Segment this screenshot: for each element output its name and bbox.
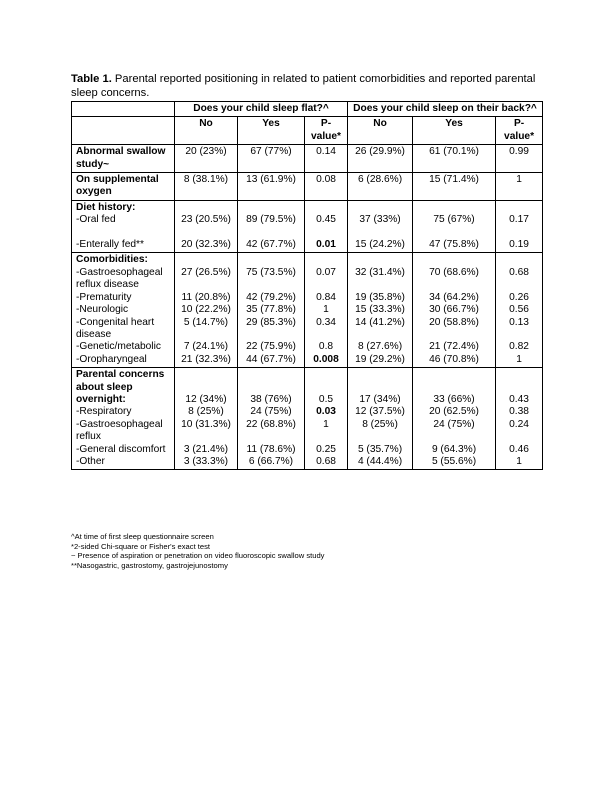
cell: 26 (29.9%) <box>348 145 413 173</box>
cell: 8 (38.1%) <box>175 173 238 201</box>
cell: 12 (37.5%) <box>355 406 405 418</box>
row-label: -Neurologic <box>76 304 129 316</box>
cell: 47 (75.8%) <box>429 239 479 251</box>
cell: 6 (28.6%) <box>348 173 413 201</box>
cell: 0.46 <box>509 443 529 455</box>
section-heading: Comorbidities: <box>76 254 148 266</box>
cell: 37 (33%) <box>359 214 401 226</box>
section-heading: Parental concerns about sleep overnight: <box>76 369 165 405</box>
cell: 61 (70.1%) <box>413 145 496 173</box>
cell: 0.17 <box>509 214 529 226</box>
cell: 75 (67%) <box>433 214 475 226</box>
cell: 0.07 <box>316 266 336 278</box>
cell: 75 (73.5%) <box>246 266 296 278</box>
table-row-diet <box>72 200 543 253</box>
header-group-row <box>72 102 543 117</box>
header-sleep-back: Does your child sleep on their back?^ <box>348 102 543 117</box>
cell-significant: 0.03 <box>316 406 336 418</box>
cell: 10 (22.2%) <box>181 304 231 316</box>
cell: 0.38 <box>509 406 529 418</box>
header-flat-yes: Yes <box>238 117 305 145</box>
cell: 44 (67.7%) <box>246 353 296 365</box>
cell: 42 (79.2%) <box>246 291 296 303</box>
cell: 1 <box>516 455 522 467</box>
cell: 3 (21.4%) <box>183 443 229 455</box>
header-sleep-flat: Does your child sleep flat?^ <box>175 102 348 117</box>
cell: 15 (24.2%) <box>355 239 405 251</box>
cell: 15 (71.4%) <box>413 173 496 201</box>
cell: 3 (33.3%) <box>183 455 229 467</box>
comorb-labels <box>72 253 175 368</box>
row-label: -Oropharyngeal <box>76 353 147 365</box>
cell: 0.56 <box>509 304 529 316</box>
cell: 42 (67.7%) <box>246 239 296 251</box>
cell: 0.43 <box>509 393 529 405</box>
cell: 23 (20.5%) <box>181 214 231 226</box>
header-back-yes: Yes <box>413 117 496 145</box>
cell: 67 (77%) <box>238 145 305 173</box>
concern-labels <box>72 368 175 470</box>
footnote: ~ Presence of aspiration or penetration on video fluoroscopic swallow study <box>71 551 325 561</box>
cell: 0.08 <box>305 173 348 201</box>
section-heading: Diet history: <box>76 201 136 213</box>
cell: 5 (14.7%) <box>183 316 229 328</box>
cell: 1 <box>516 353 522 365</box>
row-label: -Prematurity <box>76 291 132 303</box>
cell: 27 (26.5%) <box>181 266 231 278</box>
cell: 22 (75.9%) <box>246 341 296 353</box>
results-table <box>71 101 543 470</box>
row-label: -Genetic/metabolic <box>76 341 161 353</box>
table-row <box>72 145 543 173</box>
cell: 38 (76%) <box>250 393 292 405</box>
cell-significant: 0.008 <box>313 353 339 365</box>
cell: 0.19 <box>509 239 529 251</box>
cell: 0.68 <box>509 266 529 278</box>
caption-label: Table 1. <box>71 73 112 85</box>
table-caption <box>71 72 541 100</box>
cell: 20 (32.3%) <box>181 239 231 251</box>
cell: 0.5 <box>318 393 334 405</box>
row-label: -General discomfort <box>76 443 166 455</box>
cell: 15 (33.3%) <box>355 304 405 316</box>
cell: 19 (35.8%) <box>355 291 405 303</box>
diet-labels <box>72 200 175 253</box>
cell: 0.25 <box>316 443 336 455</box>
cell: 11 (20.8%) <box>181 291 231 303</box>
cell: 4 (44.4%) <box>357 455 403 467</box>
cell: 35 (77.8%) <box>246 304 296 316</box>
cell: 12 (34%) <box>185 393 227 405</box>
footnote: **Nasogastric, gastrostomy, gastrojejunostomy <box>71 560 228 570</box>
cell: 30 (66.7%) <box>429 304 479 316</box>
footnote: ^At time of first sleep questionnaire screen <box>71 532 214 541</box>
cell: 14 (41.2%) <box>355 316 405 328</box>
header-sub-row <box>72 117 543 145</box>
cell: 8 (25%) <box>188 406 224 418</box>
row-label: Abnormal swallow study~ <box>72 145 175 173</box>
cell: 11 (78.6%) <box>246 443 296 455</box>
footnote: *2-sided Chi-square or Fisher's exact test <box>71 541 211 551</box>
cell: 19 (29.2%) <box>355 353 405 365</box>
row-label: -Gastroesophageal reflux disease <box>76 266 163 291</box>
cell: 0.68 <box>316 455 336 467</box>
cell: 20 (62.5%) <box>429 406 479 418</box>
cell: 5 (35.7%) <box>357 443 403 455</box>
cell: 20 (23%) <box>175 145 238 173</box>
cell: 32 (31.4%) <box>355 266 405 278</box>
caption-text: Parental reported positioning in related to patient comorbidities and reported parental sleep concerns. <box>71 73 536 99</box>
cell: 0.34 <box>316 316 336 328</box>
cell: 34 (64.2%) <box>429 291 479 303</box>
table-row <box>72 173 543 201</box>
cell: 70 (68.6%) <box>429 266 479 278</box>
cell: 22 (68.8%) <box>246 418 296 430</box>
cell: 0.24 <box>509 418 529 430</box>
cell: 0.99 <box>496 145 543 173</box>
row-label: -Respiratory <box>76 406 132 418</box>
cell: 6 (66.7%) <box>248 455 294 467</box>
row-label: -Gastroesophageal reflux <box>76 418 163 443</box>
cell: 5 (55.6%) <box>431 455 477 467</box>
footnotes <box>71 532 324 570</box>
cell: 0.26 <box>509 291 529 303</box>
cell: 20 (58.8%) <box>429 316 479 328</box>
cell: 0.45 <box>316 214 336 226</box>
cell: 17 (34%) <box>359 393 401 405</box>
row-label: -Oral fed <box>76 214 116 226</box>
cell: 46 (70.8%) <box>429 353 479 365</box>
cell: 8 (25%) <box>362 418 398 430</box>
cell: 21 (72.4%) <box>429 341 479 353</box>
row-label: -Other <box>76 455 105 467</box>
row-label: On supplemental oxygen <box>72 173 175 201</box>
cell: 0.8 <box>318 341 334 353</box>
header-empty <box>72 102 175 117</box>
cell: 1 <box>323 418 329 430</box>
header-empty <box>72 117 175 145</box>
cell: 1 <box>323 304 329 316</box>
header-back-no: No <box>348 117 413 145</box>
row-label: -Congenital heart disease <box>76 316 155 340</box>
cell: 21 (32.3%) <box>181 353 231 365</box>
cell: 33 (66%) <box>433 393 475 405</box>
cell: 24 (75%) <box>433 418 475 430</box>
cell: 1 <box>496 173 543 201</box>
row-label: -Enterally fed** <box>76 239 144 251</box>
header-flat-pvalue: P-value* <box>305 117 348 145</box>
cell: 89 (79.5%) <box>246 214 296 226</box>
cell: 10 (31.3%) <box>181 418 231 430</box>
header-back-pvalue: P-value* <box>496 117 543 145</box>
cell-significant: 0.01 <box>316 239 336 251</box>
cell: 24 (75%) <box>250 406 292 418</box>
cell: 0.84 <box>316 291 336 303</box>
cell: 0.13 <box>509 316 529 328</box>
cell: 9 (64.3%) <box>431 443 477 455</box>
table-row-concerns <box>72 368 543 470</box>
header-flat-no: No <box>175 117 238 145</box>
cell: 8 (27.6%) <box>357 341 403 353</box>
cell: 29 (85.3%) <box>246 316 296 328</box>
table-row-comorbidities <box>72 253 543 368</box>
cell: 0.14 <box>305 145 348 173</box>
cell: 0.82 <box>509 341 529 353</box>
cell: 7 (24.1%) <box>183 341 229 353</box>
cell: 13 (61.9%) <box>238 173 305 201</box>
